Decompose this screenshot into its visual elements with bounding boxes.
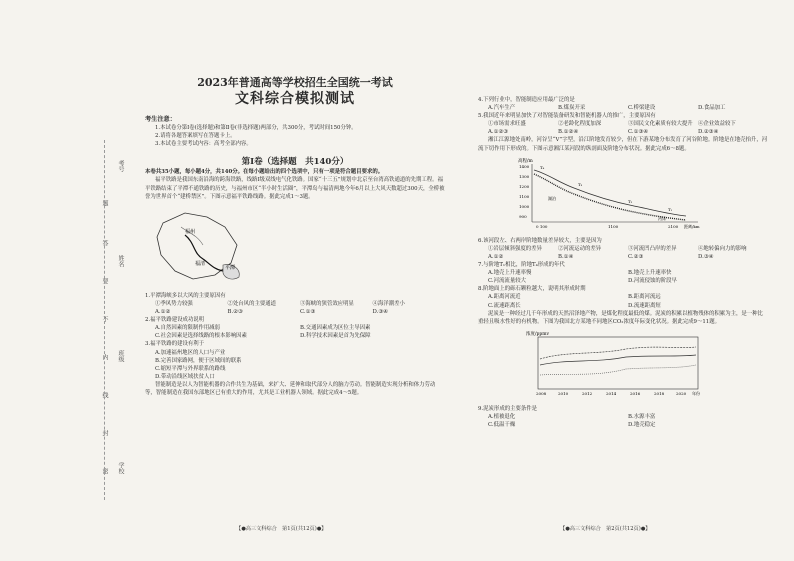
q1-option: ③海峡的狭管效应明显: [300, 300, 354, 307]
fig1-label-lake: 湖泊: [548, 195, 556, 201]
q8-option: B.距离河流远: [628, 294, 661, 301]
q7-option: D.河流侵蚀的阶段早: [628, 278, 677, 285]
passage-2: 智能制造是以人为智能机器的合作共生为基础，来扩大、延伸和取代部分人的脑力劳动。智能制造实现分析和体力劳动等，智能制造在我国东部地区已有重大的作用，尤其是工业机器人领域。据此完成4～5题。: [145, 381, 436, 396]
notice-item: 1.本试卷分第Ⅰ卷(选择题)和第Ⅱ卷(非选择题)两部分，共300分，考试时间150分钟。: [155, 125, 357, 132]
q1-choice: A.①②: [155, 309, 171, 316]
exam-subtitle: 文科综合模拟测试: [235, 91, 355, 107]
q9-option: A.植被退化: [488, 413, 516, 420]
seal-char: 内: [101, 354, 108, 360]
q8-options-row2: [478, 302, 768, 310]
q4-option: B.煤炭开采: [558, 105, 586, 112]
q2-option: B.交通因素成为区位主导因素: [300, 325, 371, 332]
fig1-y-label: 高程/m: [518, 158, 533, 164]
fig1-x-tick: 0 100: [536, 223, 548, 229]
q8-stem: 8.阶地面上的砾石颗粒越大，说明其形成时期: [478, 286, 586, 293]
railway-map: [145, 205, 255, 285]
q1-option: ①季风势力较强: [155, 300, 193, 307]
notice-heading: 考生注意：: [145, 116, 176, 123]
section-instructions: 本卷共35小题，每小题4分，共140分。在每小题给出的四个选项中，只有一项是符合题目要求的。: [145, 169, 384, 176]
q8-option: C.流速距离长: [488, 302, 521, 309]
q6-choice: A.①②: [488, 253, 504, 260]
fig2-frame: [538, 337, 698, 389]
q1-choice: D.③④: [372, 309, 389, 316]
q9-option: D.地壳稳定: [628, 422, 656, 429]
binding-strip: [0, 0, 130, 561]
fig2-series-line: [540, 347, 696, 359]
right-column: [478, 96, 768, 429]
q9-options-row2: [478, 421, 768, 429]
q4-option: A.汽车生产: [488, 105, 516, 112]
passage-4: 泥炭是一种经过几千年形成的天然沼泽地产物，是煤化程度最低的煤。泥炭的积累以植物残体的积累为主，是一种比重轻且吸水性好的有机物。下图为我国北方某地不同地区CO₂浓度年际变化状况。据此完成9～11题。: [478, 310, 763, 325]
q6-option: ③河流凹凸岸的差异: [628, 245, 677, 252]
section-title: 第Ⅰ卷（选择题 共140分）: [241, 157, 349, 168]
q5-choice: D.②③④: [698, 129, 719, 136]
fig1-riverbed-line: [534, 174, 686, 220]
q7-options: [478, 269, 768, 277]
fig2-x-tick: 2014: [606, 390, 617, 396]
q5-stem: 5.我国近年来明显加快了对智能装备研发和智能机器人的推广，主要原因有: [478, 113, 656, 120]
fig1-y-tick: 900: [519, 213, 527, 219]
q1-options: [145, 300, 445, 308]
q8-option: D.流速距离短: [628, 302, 661, 309]
fig2-x-tick: 2012: [582, 390, 593, 396]
q5-choices: [478, 128, 768, 136]
seal-char: 要: [101, 278, 108, 284]
q5-choice: C.①③④: [628, 129, 649, 136]
fig1-x-tick: 2100: [668, 223, 679, 229]
q9-stem: 9.泥炭形成的主要条件是: [478, 405, 538, 412]
q5-option: ②老龄化程度加深: [558, 121, 602, 128]
fig2-y-label: 浓度/ppmv: [526, 331, 550, 337]
q6-option: ①岩层倾斜强度的差异: [488, 245, 542, 252]
fig1-x-tick: 1100: [608, 223, 619, 229]
fig1-y-tick: 1200: [519, 183, 530, 189]
fig2-x-tick: 2008: [536, 390, 547, 396]
fig2-x-label: 年份: [692, 390, 700, 396]
fig2-series-line: [540, 355, 696, 365]
class-label: 班级: [117, 350, 124, 362]
fig1-label-t1: T₁: [668, 206, 673, 212]
seal-char: 不: [101, 316, 108, 322]
q4-option: C.桥梁建设: [628, 105, 656, 112]
notice-item: 2.请将各题答案填写在答题卡上。: [155, 133, 236, 140]
q9-options: [478, 413, 768, 421]
q5-options: [478, 120, 768, 128]
q3-option: A.加速福州地区的人口与产业: [155, 349, 226, 356]
fig2-x-tick: 2016: [630, 390, 641, 396]
q5-option: ①市场需求旺盛: [488, 121, 526, 128]
seal-char: 题: [101, 200, 108, 206]
q2-options: [145, 324, 445, 332]
seal-char: 答: [101, 240, 108, 246]
q6-options: [478, 245, 768, 253]
q6-option: ④地转偏向力的影响: [698, 245, 747, 252]
fig1-label-riverbed: 河床: [658, 215, 666, 221]
q7-stem: 7.与阶地T₁相比，阶地T₄形成的年代: [478, 262, 565, 269]
fig2-x-tick: 2020: [676, 390, 687, 396]
fig1-y-tick: 1000: [519, 203, 530, 209]
q4-stem: 4.下列行业中，智能制造应用最广泛的是: [478, 97, 575, 103]
q2-option: A.自然因素的限制作用减弱: [155, 325, 220, 332]
notice-item: 3.本试卷主要考试内容：高考全部内容。: [155, 141, 252, 148]
q4-option: D.食品加工: [698, 105, 726, 112]
fig1-x-label: 距离/km: [684, 223, 700, 229]
q3-stem: 3.福平铁路的建设有利于: [145, 341, 205, 348]
q1-choices: [145, 308, 445, 316]
q6-option: ②河流运动的差异: [558, 245, 602, 252]
q5-option: ③国民文化素质有较大提升: [628, 121, 693, 128]
seal-char: 密: [101, 468, 108, 474]
q6-choices: [478, 253, 768, 261]
q1-choice: B.②③: [227, 309, 243, 316]
fig1-label-t2: T₂: [628, 198, 633, 204]
q5-choice: A.①②③: [488, 129, 509, 136]
fig2-x-tick: 2010: [558, 390, 569, 396]
q8-options: [478, 293, 768, 301]
q1-choice: C.①③: [300, 309, 316, 316]
q5-choice: B.①②④: [558, 129, 579, 136]
footer-right: 【●高三文科综合 第2页(共12页)●】: [560, 526, 651, 532]
exam-title: 2023年普通高等学校招生全国统一考试: [197, 76, 393, 89]
fig1-surface-line: [534, 170, 686, 216]
fig2-x-tick: 2018: [654, 390, 665, 396]
q9-option: B.水源丰富: [628, 413, 656, 420]
q7-option: C.河流流量较大: [488, 278, 526, 285]
q7-option: A.地壳上升速率慢: [488, 270, 532, 277]
q3-option: B.完善国家路网，便于区域间的联系: [155, 357, 242, 364]
q6-stem: 6.该河段左、右两岸阶地数量差异较大，主要是因为: [478, 237, 602, 244]
map-label-fuzhou: 福州: [185, 228, 196, 235]
co2-figure: [526, 329, 706, 399]
q6-choice: D.③④: [698, 253, 714, 260]
q2-option: D.科学技术因素是首为先保障: [300, 333, 371, 340]
school-label: 学校: [117, 462, 124, 474]
q6-choice: C.②③: [628, 253, 644, 260]
q2-options-row2: [145, 332, 445, 340]
seal-line: [104, 140, 105, 500]
q4-options: [478, 104, 768, 112]
q7-option: B.地壳上升速率快: [628, 270, 672, 277]
q9-option: C.低温干燥: [488, 422, 516, 429]
q2-option: C.社会因素是选择线路的根本影响因素: [155, 333, 247, 340]
fig1-y-tick: 1100: [519, 193, 530, 199]
passage-1: 福平铁路是我国东南沿海的跨海铁路，线路Ⅰ级双线电气化铁路。国家“十三五”规划中北京至台湾高铁通道的先期工程。福平铁路结束了平潭不通铁路的历史，与福州市区“半小时生活圈”，平潭岛与福清两地今年6月以上大风天数超过300天，全桥被誉为世界首个“建桥禁区”。下图示意福平铁路线路。据此完成1～3题。: [145, 177, 445, 200]
q1-option: ④海洋潮差小: [372, 300, 405, 307]
footer-left: 【●高三文科综合 第1页(共12页)●】: [236, 526, 327, 532]
seal-char: 线: [101, 392, 108, 398]
river-profile-figure: [518, 156, 708, 231]
name-label: 姓名: [117, 255, 124, 267]
q1-option: ②处台风的主要通道: [227, 300, 277, 307]
map-label-fuqing: 福清: [195, 260, 206, 267]
q8-option: A.距离河流近: [488, 294, 521, 301]
q7-options-row2: [478, 277, 768, 285]
fig1-y-tick: 1400: [519, 163, 530, 169]
q6-choice: B.①④: [558, 253, 574, 260]
passage-3: 湘江江源地处南岭，河谷呈“V”字型，沿江阶地发育较少，但在下游某地分布发育了河谷阶地。阶地是在地壳抬升，河流下切作用下形成的。下图示意湘江某河段的纵剖面及阶地分布状况。据此完成6～8题。: [478, 137, 768, 152]
fig2-series-line: [540, 365, 696, 375]
fig1-label-t4: T₄: [540, 164, 545, 170]
q3-option: C.缩短平潭与外界联系的路线: [155, 365, 226, 372]
seal-char: 封: [101, 430, 108, 436]
fig1-y-tick: 1300: [519, 173, 530, 179]
map-label-pingtan: 平潭: [225, 264, 236, 271]
left-column: [145, 72, 445, 397]
q2-stem: 2.福平铁路建设成功说明: [145, 317, 205, 324]
q3-option: D.带动沿线区域扶贫人口: [155, 373, 215, 380]
q5-option: ④企业效益较下: [698, 121, 736, 128]
fig1-label-t3: T₃: [578, 181, 583, 187]
q1-stem: 1.平潭海峡多以大风的主要原因有: [145, 292, 226, 299]
exam-number-label: 考号: [117, 160, 124, 172]
